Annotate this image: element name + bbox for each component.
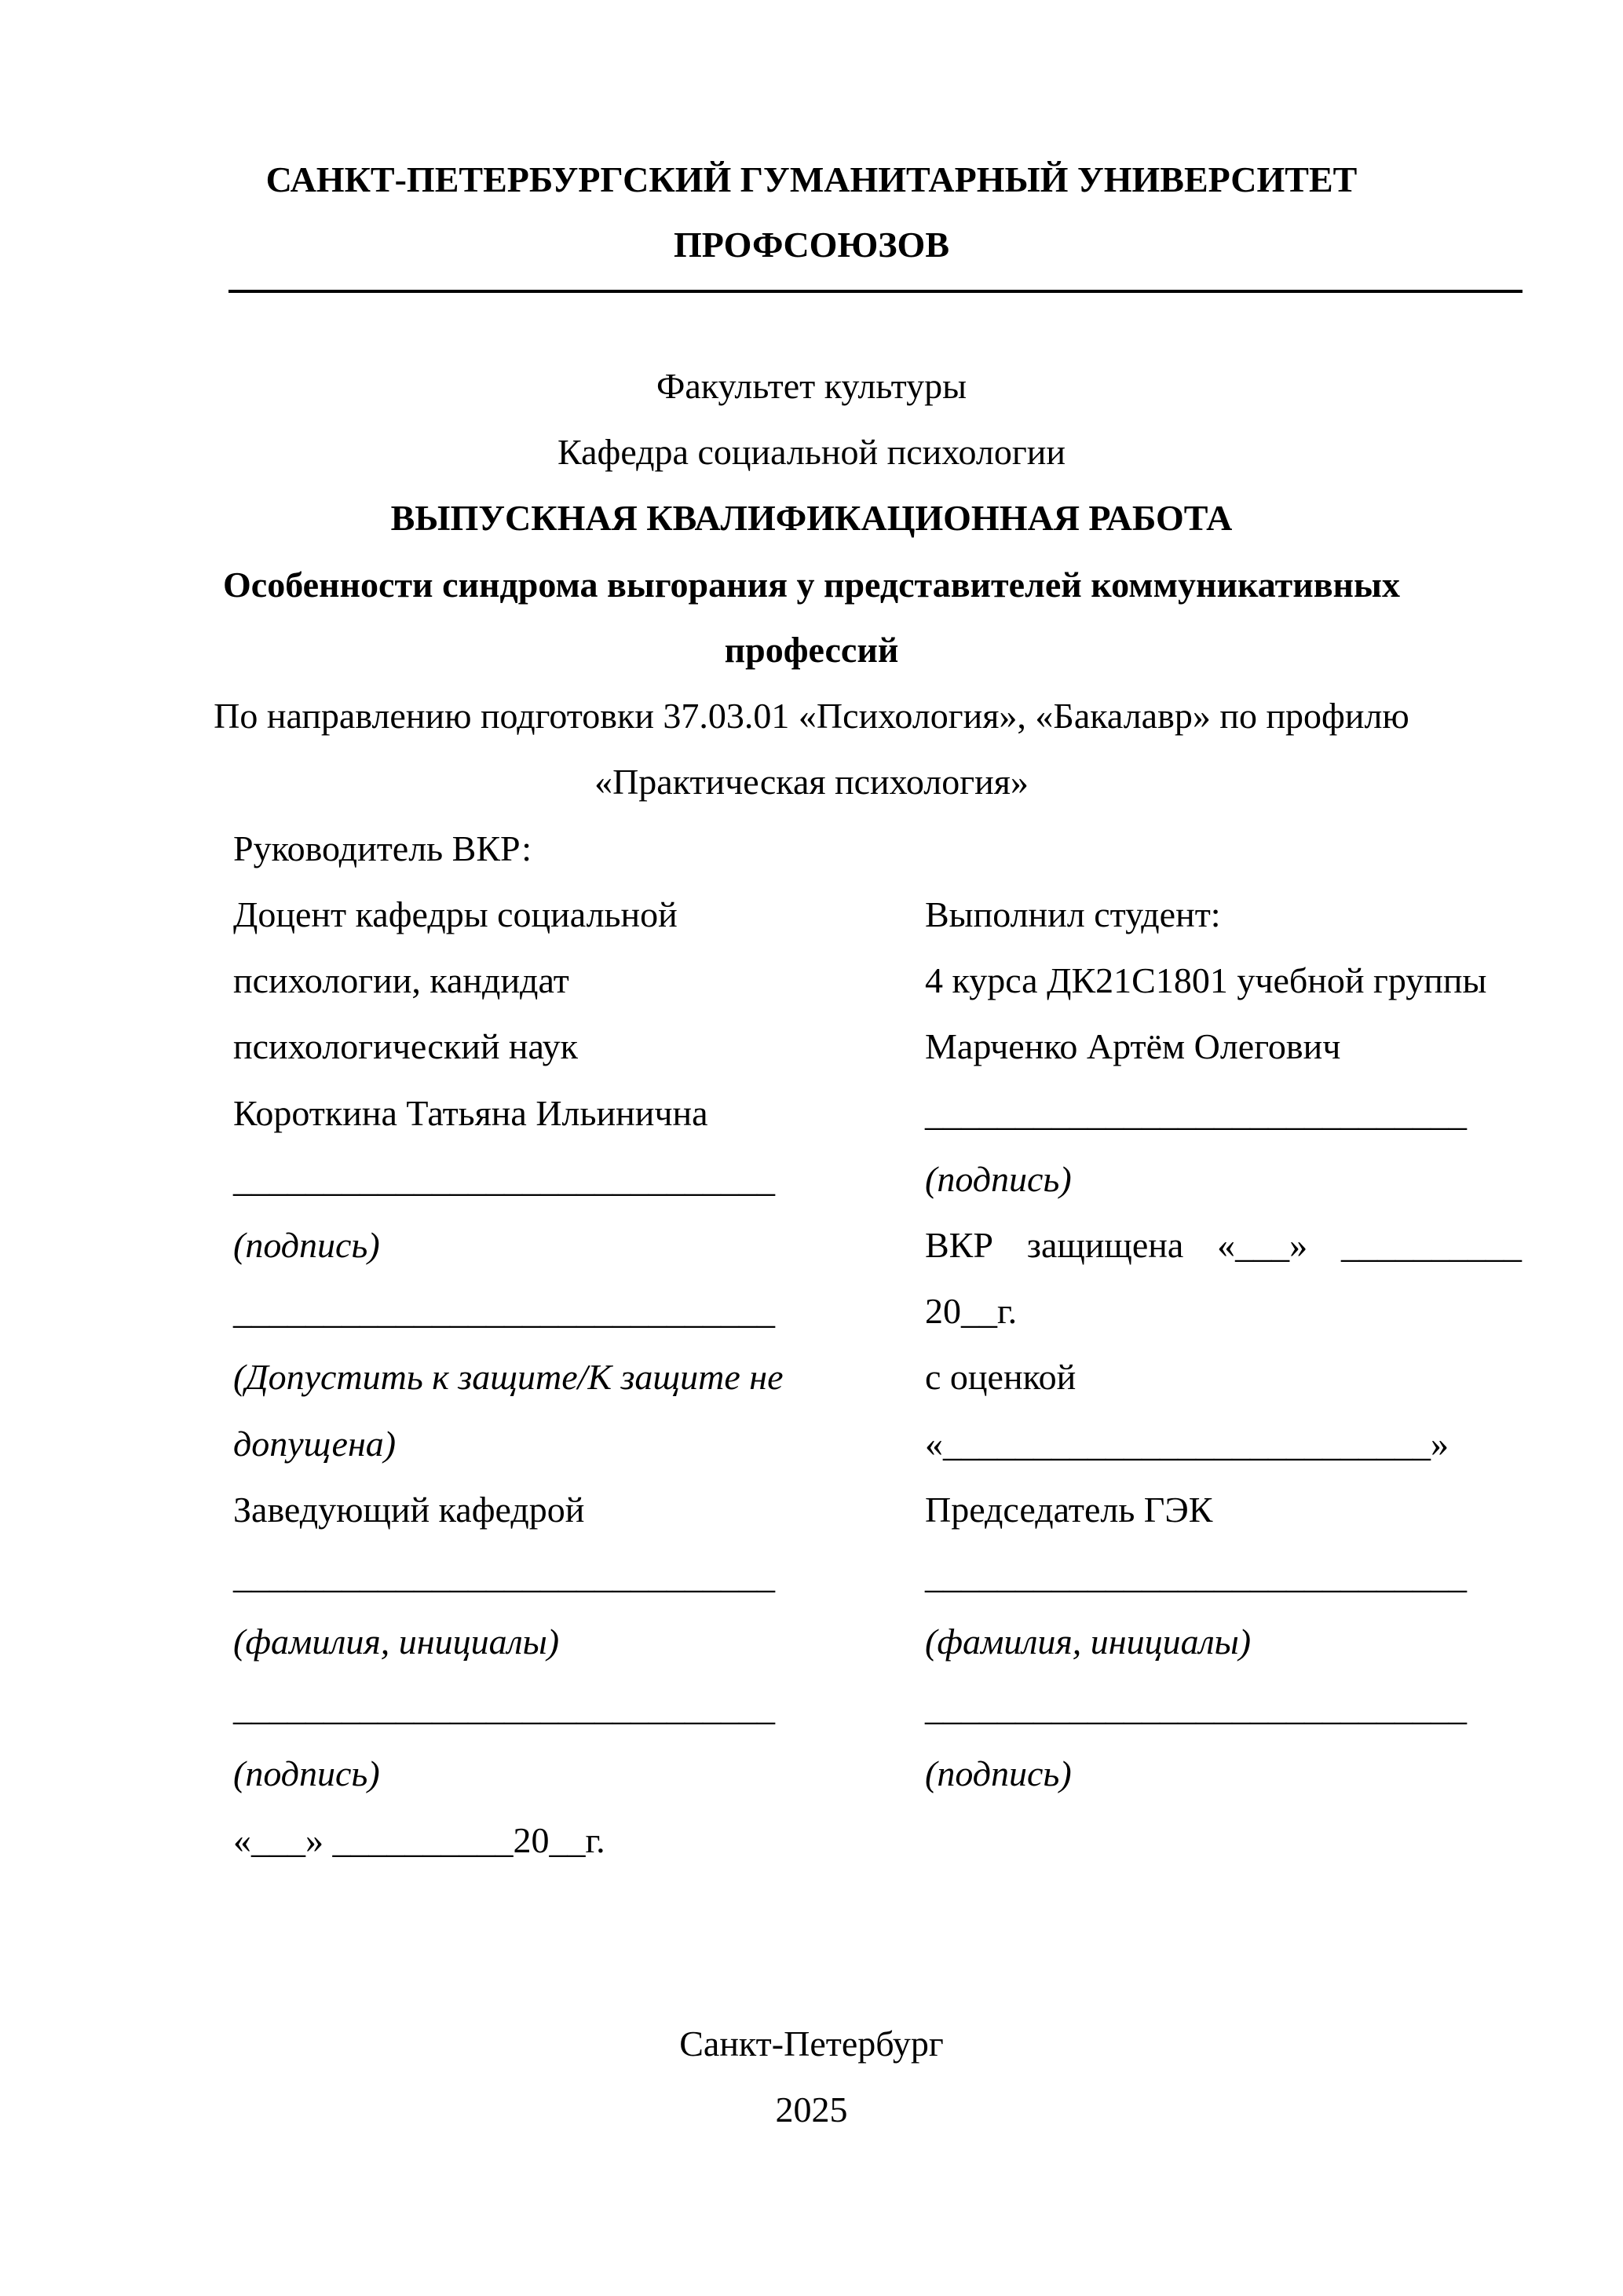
department: Кафедра социальной психологии [557, 432, 1066, 472]
supervisor-position: Доцент кафедры социальной [233, 894, 678, 934]
signature-line: ______________________________ [233, 1687, 775, 1728]
student-name: Марченко Артём Олегович [925, 1026, 1341, 1067]
faculty: Факультет культуры [656, 366, 967, 406]
name-caption: (фамилия, инициалы) [925, 1621, 1252, 1662]
direction-line2: «Практическая психология» [594, 762, 1029, 802]
document-type: ВЫПУСКНАЯ КВАЛИФИКАЦИОННАЯ РАБОТА [390, 498, 1233, 538]
supervisor-label: Руководитель ВКР: [233, 828, 532, 868]
chair-label: Председатель ГЭК [925, 1489, 1213, 1530]
supervisor-degree: психологический наук [233, 1026, 578, 1067]
student-label: Выполнил студент: [925, 894, 1221, 934]
defended-word: ВКР [925, 1224, 993, 1265]
admission-caption: допущена) [233, 1423, 397, 1464]
head-of-department-label: Заведующий кафедрой [233, 1489, 585, 1530]
defended-year: 20__г. [925, 1291, 1018, 1332]
supervisor-column [233, 882, 861, 1874]
supervisor-position: психологии, кандидат [233, 960, 569, 1001]
name-caption: (фамилия, инициалы) [233, 1621, 560, 1662]
defended-day: «___» [1217, 1224, 1308, 1265]
name-line: ______________________________ [925, 1555, 1467, 1596]
admission-caption: (Допустить к защите/К защите не [233, 1357, 784, 1398]
university-name-line2: ПРОФСОЮЗОВ [674, 225, 949, 265]
signature-caption: (подпись) [233, 1224, 380, 1265]
supervisor-name: Короткина Татьяна Ильинична [233, 1092, 708, 1133]
header-divider [228, 290, 1522, 293]
grade-label: с оценкой [925, 1357, 1077, 1398]
defended-month: __________ [1340, 1224, 1522, 1265]
signature-caption: (подпись) [925, 1753, 1072, 1794]
grade-blank: «___________________________» [925, 1423, 1449, 1464]
topic-line2: профессий [724, 630, 899, 670]
topic-line1: Особенности синдрома выгорания у представителей коммуникативных [223, 565, 1400, 605]
signature-caption: (подпись) [925, 1158, 1072, 1199]
student-group: 4 курса ДК21С1801 учебной группы [925, 960, 1487, 1001]
year: 2025 [775, 2089, 848, 2130]
defended-line [925, 1212, 1522, 1278]
date-line: «___» __________20__г. [233, 1819, 605, 1860]
student-column [925, 882, 1522, 1808]
signature-line: ______________________________ [233, 1158, 775, 1199]
signature-line: ______________________________ [925, 1092, 1467, 1133]
direction-line1: По направлению подготовки 37.03.01 «Психология», «Бакалавр» по профилю [214, 696, 1409, 736]
university-name-line1: САНКТ-ПЕТЕРБУРГСКИЙ ГУМАНИТАРНЫЙ УНИВЕРСИТЕТ [265, 159, 1358, 199]
city: Санкт-Петербург [679, 2024, 944, 2064]
name-line: ______________________________ [233, 1555, 775, 1596]
defended-word: защищена [1026, 1224, 1184, 1265]
signature-line: ______________________________ [925, 1687, 1467, 1728]
signature-caption: (подпись) [233, 1753, 380, 1794]
admission-line: ______________________________ [233, 1291, 775, 1332]
